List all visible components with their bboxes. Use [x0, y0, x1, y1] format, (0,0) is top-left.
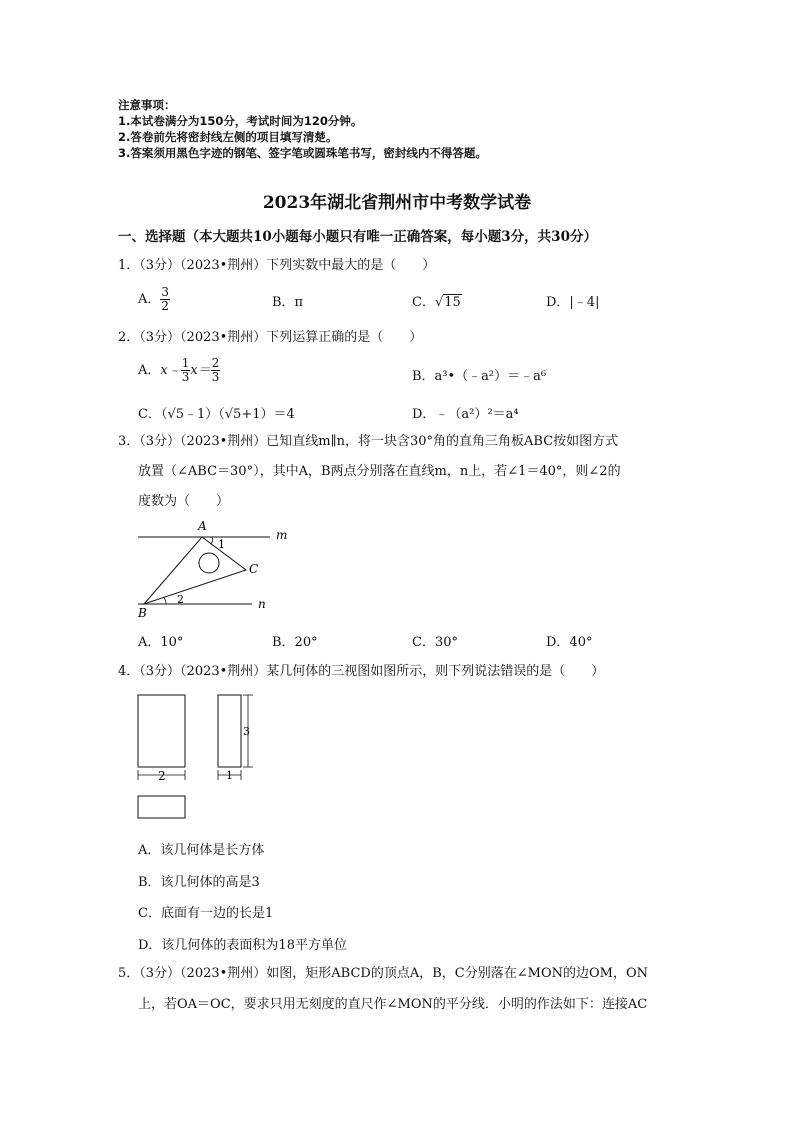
question-2-stem: 2．（3分）（2023•荆州）下列运算正确的是（ ） [118, 330, 423, 345]
label-angle-1: 1 [218, 538, 225, 551]
question-3-line: 放置（∠ABC＝30°），其中A，B两点分别落在直线m，n上，若∠1＝40°，则∠2的 [138, 464, 621, 479]
q4-option-c: C．底面有一边的长是1 [138, 906, 274, 921]
q4-option-b: B．该几何体的高是3 [138, 875, 260, 890]
page-title: 2023年湖北省荆州市中考数学试卷 [262, 193, 532, 213]
question-3-line: 度数为（ ） [138, 494, 230, 509]
label-b: B [138, 606, 147, 620]
q3-triangle-figure [130, 515, 300, 620]
q1-option-a: A． $\frac{3}{2}$ [138, 285, 170, 313]
label-n: n [258, 597, 266, 611]
q1-option-d: D．|﹣4| [546, 295, 600, 310]
label-c: C [249, 562, 259, 576]
label-height: 3 [243, 725, 250, 738]
exam-notice [118, 97, 487, 161]
q2-option-b: B．a³•（﹣a²）＝﹣a⁶ [412, 369, 547, 384]
notice-heading: 注意事项： [118, 98, 176, 112]
q4-option-a: A．该几何体是长方体 [138, 843, 265, 858]
label-m: m [276, 528, 288, 542]
label-angle-2: 2 [177, 593, 184, 606]
notice-item: 2.答卷前先将密封线左侧的项目填写清楚。 [118, 130, 338, 144]
q3-option-d: D．40° [546, 635, 593, 650]
fraction: $\frac{3}{2}$ [161, 285, 170, 313]
q4-three-view-figure [130, 688, 270, 822]
front-view [138, 695, 185, 767]
q4-option-d: D．该几何体的表面积为18平方单位 [138, 938, 347, 953]
question-5-line: 上，若OA＝OC，要求只用无刻度的直尺作∠MON的平分线．小明的作法如下：连接AC [138, 997, 648, 1012]
question-5-line: 5．（3分）（2023•荆州）如图，矩形ABCD的顶点A，B，C分别落在∠MON的边OM，ON [118, 966, 648, 981]
label-a: A [198, 519, 207, 533]
label-depth: 1 [226, 769, 233, 782]
q3-option-a: A．10° [138, 635, 184, 650]
q1-option-c: C．√15 [412, 295, 461, 310]
q2-option-d: D．﹣（a²）²＝a⁴ [412, 407, 519, 422]
section-heading: 一、选择题（本大题共10小题每小题只有唯一正确答案，每小题3分，共30分） [118, 229, 597, 245]
label-width: 2 [158, 769, 166, 783]
notice-item: 3.答案须用黑色字迹的钢笔、签字笔或圆珠笔书写，密封线内不得答题。 [118, 146, 487, 160]
q2-option-c: C．（√5﹣1）（√5+1）＝4 [138, 407, 295, 422]
angle-2-arc [163, 597, 166, 604]
q1-option-b: B．π [272, 295, 304, 310]
question-4-stem: 4．（3分）（2023•荆州）某几何体的三视图如图所示，则下列说法错误的是（ ） [118, 664, 605, 679]
top-view [138, 796, 185, 818]
side-view [218, 695, 241, 767]
q3-option-b: B．20° [272, 635, 318, 650]
q2-option-a: A．x﹣ $\frac{1}{3}$ x＝ $\frac{2}{3}$ [138, 356, 220, 384]
question-1-stem: 1．（3分）（2023•荆州）下列实数中最大的是（ ） [118, 258, 436, 273]
triangle-hole [199, 553, 219, 573]
question-3-line: 3．（3分）（2023•荆州）已知直线m∥n，将一块含30°角的直角三角板ABC按如图方式 [118, 434, 619, 449]
triangle-abc [144, 537, 246, 604]
q3-option-c: C．30° [412, 635, 458, 650]
notice-item: 1.本试卷满分为150分，考试时间为120分钟。 [118, 114, 363, 128]
